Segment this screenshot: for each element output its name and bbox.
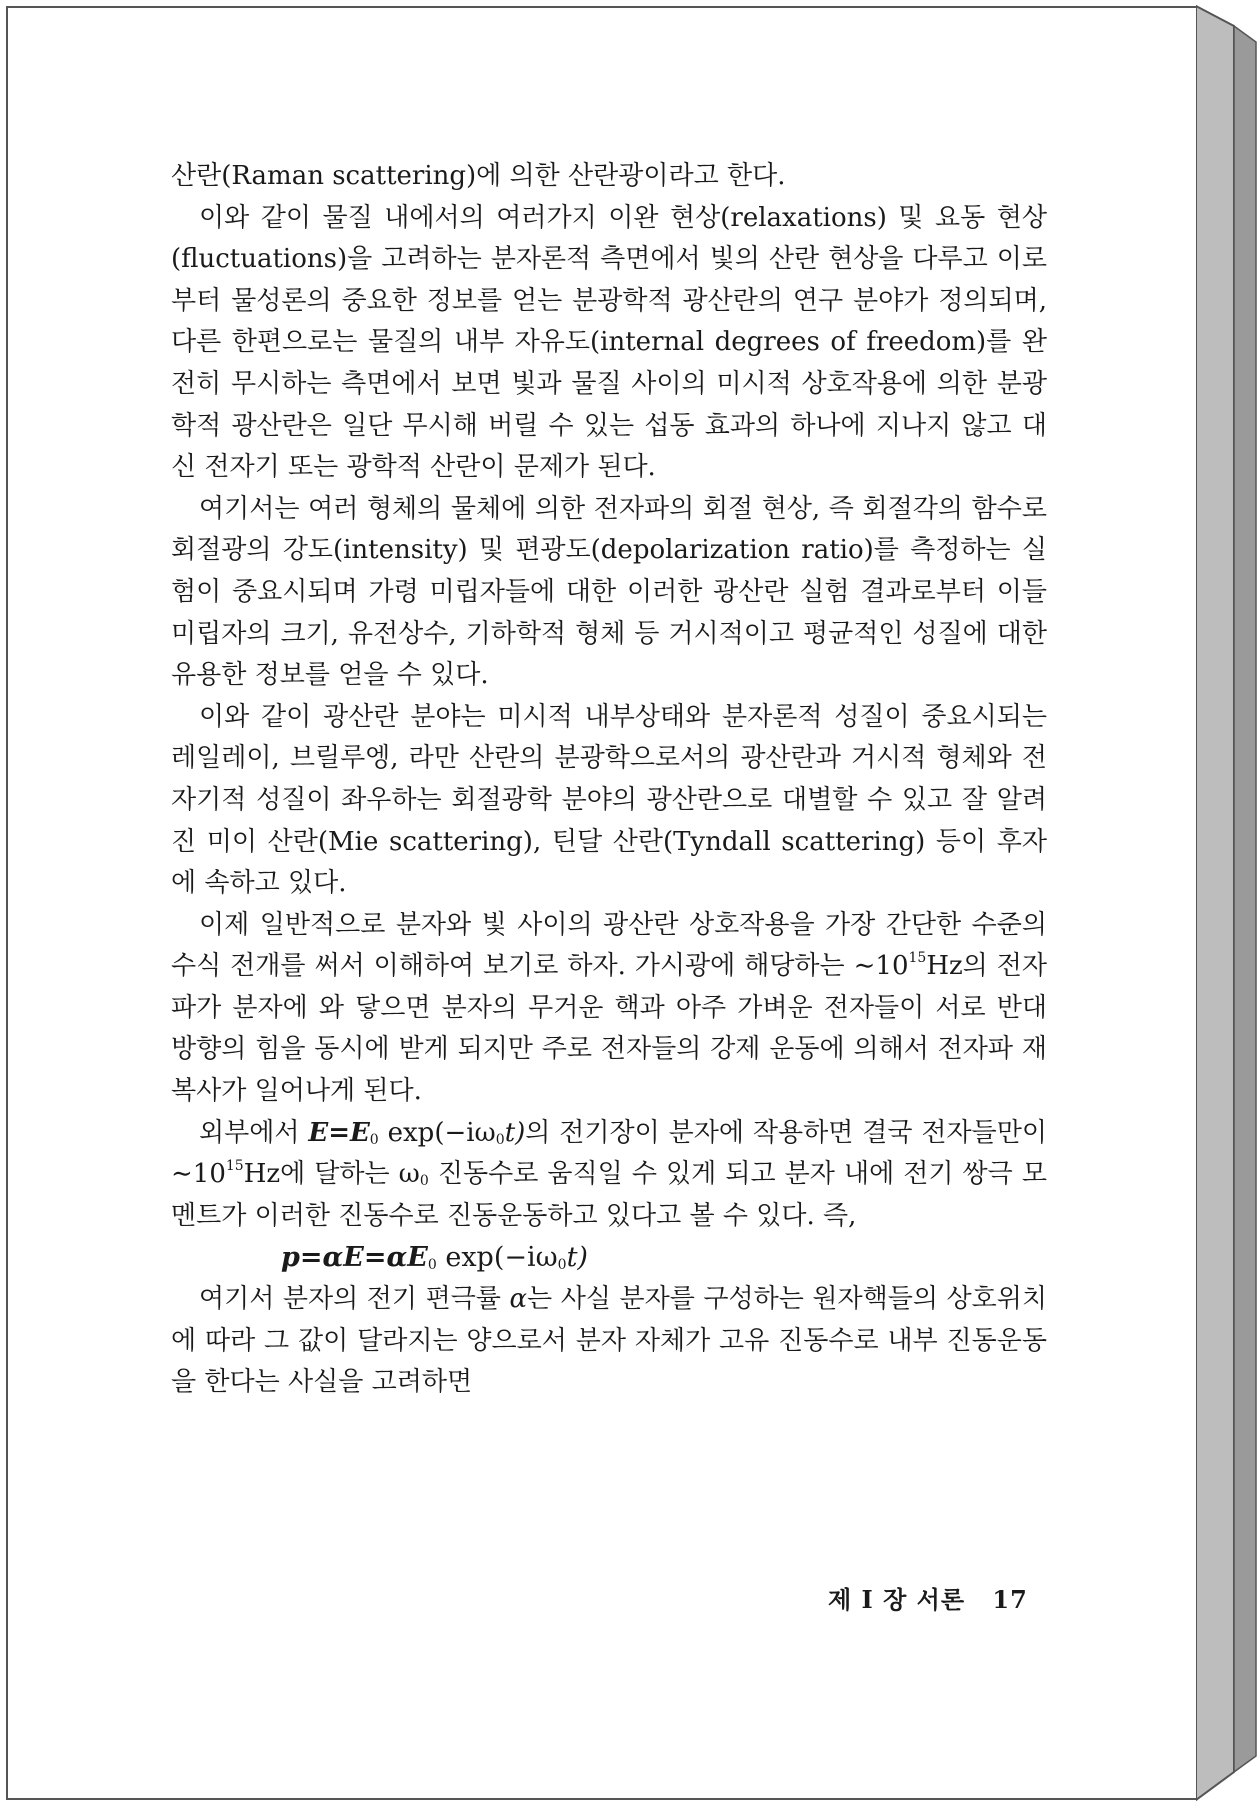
book-spine bbox=[1196, 0, 1259, 1806]
p7-alpha-symbol: α bbox=[509, 1284, 528, 1315]
paragraph-5 bbox=[171, 905, 1047, 1113]
p6-exp: exp(−iω bbox=[378, 1117, 496, 1148]
equation-subscript-1: 0 bbox=[427, 1257, 437, 1274]
paragraph-2: 이와 같이 물질 내에서의 여러가지 이완 현상(relaxations) 및 요동 현상(fluctuations)을 고려하는 분자론적 측면에서 빛의 산란 현상을 다루고 이로부터 물성론의 중요한 정보를 얻는 분광학적 광산란의 연구 분야가 정의되며, 다른 한편으로는 물질의 내부 자유도(internal degrees of freedom)를 완전히 무시하는 측면에서 보면 빛과 물질 사이의 미시적 상호작용에 의한 분광학적 광산란은 일단 무시해 버릴 수 있는 섭동 효과의 하나에 지나지 않고 대신 전자기 또는 광학적 산란이 문제가 된다. bbox=[171, 202, 1047, 483]
equation-exp: exp(−iω bbox=[436, 1242, 558, 1274]
book-page bbox=[6, 6, 1198, 1800]
p6-exp-end: t) bbox=[504, 1117, 526, 1148]
p7-text-b: 는 사실 분자를 구성하는 원자핵들의 상호위치에 따라 그 값이 달라지는 양으로서 분자 자체가 고유 진동수로 내부 진동운동을 한다는 사실을 고려하면 bbox=[171, 1284, 1047, 1398]
paragraph-6 bbox=[171, 1113, 1047, 1238]
p6-text-d: 진동수로 움직일 수 있게 되고 분자 내에 전기 쌍극 모멘트가 이러한 진동수로 진동운동하고 있다고 볼 수 있다. 즉, bbox=[171, 1159, 1047, 1231]
paragraph-1: 산란(Raman scattering)에 의한 산란광이라고 한다. bbox=[171, 161, 786, 191]
equation-subscript-2: 0 bbox=[557, 1257, 567, 1274]
p6-field-symbol: E=E bbox=[308, 1117, 370, 1148]
equation-lhs: p=αE=αE bbox=[281, 1242, 428, 1274]
p6-text-a: 외부에서 bbox=[199, 1117, 309, 1148]
paragraph-7 bbox=[171, 1279, 1047, 1404]
paragraph-4: 이와 같이 광산란 분야는 미시적 내부상태와 분자론적 성질이 중요시되는 레일레이, 브릴루엥, 라만 산란의 분광학으로서의 광산란과 거시적 형체와 전자기적 성질이 좌우하는 회절광학 분야의 광산란으로 대별할 수 있고 잘 알려진 미이 산란(Mie scattering), 틴달 산란(Tyndall scattering) 등이 후자에 속하고 있다. bbox=[171, 701, 1047, 899]
p6-omega-subscript: 0 bbox=[419, 1173, 429, 1190]
body-text bbox=[171, 156, 1047, 1404]
p5-superscript: 15 bbox=[908, 950, 927, 967]
p6-superscript: 15 bbox=[225, 1158, 244, 1175]
page-footer bbox=[828, 1580, 1028, 1615]
paragraph-3: 여기서는 여러 형체의 물체에 의한 전자파의 회절 현상, 즉 회절각의 함수로 회절광의 강도(intensity) 및 편광도(depolarization ratio)를 측정하는 실험이 중요시되며 가령 미립자들에 대한 이러한 광산란 실험 결과로부터 이들 미립자의 크기, 유전상수, 기하학적 형체 등 거시적이고 평균적인 성질에 대한 유용한 정보를 얻을 수 있다. bbox=[171, 493, 1047, 691]
chapter-title: 제 I 장 서론 bbox=[828, 1585, 966, 1614]
equation-end: t) bbox=[566, 1242, 588, 1274]
p5-text-a: 이제 일반적으로 분자와 빛 사이의 광산란 상호작용을 가장 간단한 수준의 수식 전개를 써서 이해하여 보기로 하자. 가시광에 해당하는 ∼10 bbox=[171, 909, 1047, 982]
p6-field-subscript: 0 bbox=[369, 1131, 379, 1148]
p6-text-b: 의 전기장이 분자에 작용하면 결국 전자들만이 ∼10 bbox=[171, 1117, 1048, 1190]
p6-exp-subscript: 0 bbox=[495, 1131, 505, 1148]
p6-text-c: Hz에 달하는 ω bbox=[243, 1159, 420, 1190]
page-number: 17 bbox=[992, 1585, 1028, 1614]
p7-text-a: 여기서 분자의 전기 편극률 bbox=[199, 1284, 510, 1315]
p5-text-b: Hz의 전자파가 분자에 와 닿으면 분자의 무거운 핵과 아주 가벼운 전자들이 서로 반대 방향의 힘을 동시에 받게 되지만 주로 전자들의 강제 운동에 의해서 전자파 재복사가 일어나게 된다. bbox=[171, 951, 1047, 1107]
dipole-equation bbox=[171, 1237, 1047, 1279]
